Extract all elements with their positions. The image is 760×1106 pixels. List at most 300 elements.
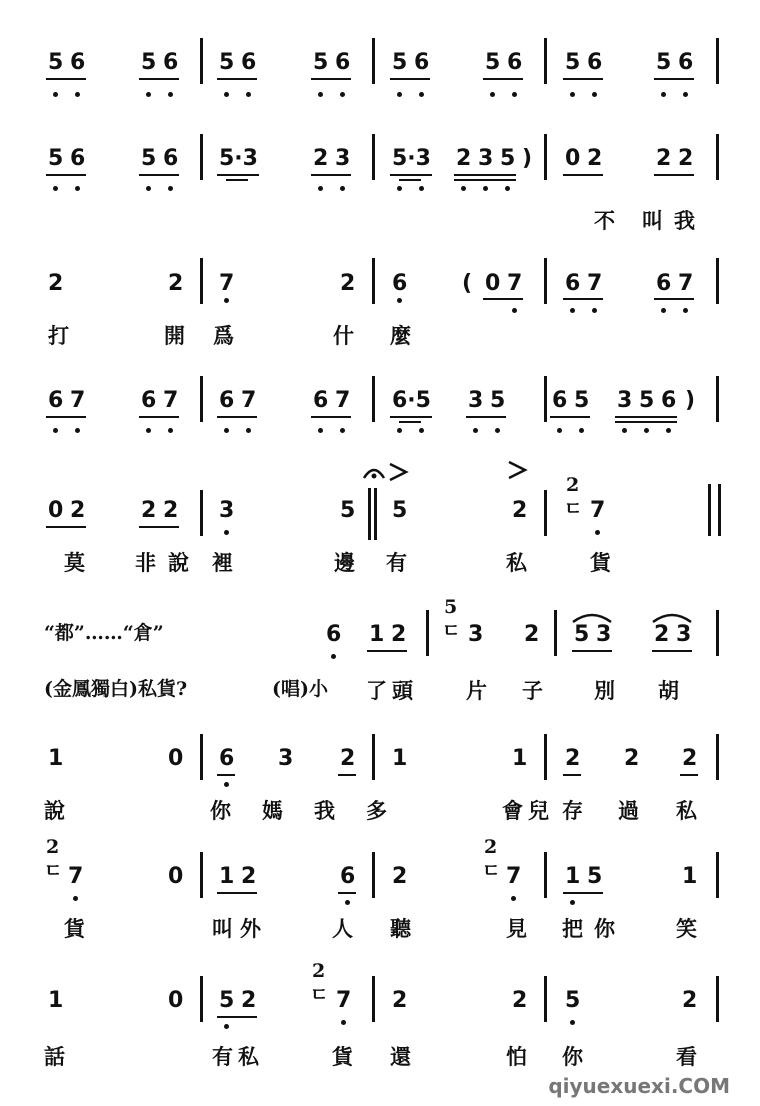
lyric: 叫	[642, 208, 663, 233]
note: 5	[500, 146, 516, 171]
grace-note: 2	[566, 474, 580, 496]
beam	[311, 416, 351, 418]
beam	[139, 174, 179, 176]
lyric: 開	[164, 323, 185, 348]
note: 7	[507, 271, 523, 296]
fermata-accent-icon	[360, 458, 410, 488]
lyric: 見	[506, 916, 527, 941]
note: 7	[506, 864, 522, 889]
low-dot	[683, 92, 688, 97]
note: 5	[141, 50, 157, 75]
barline	[544, 376, 547, 422]
low-dot	[168, 428, 173, 433]
low-dot	[75, 428, 80, 433]
beam	[139, 526, 179, 528]
note: (	[462, 271, 473, 296]
note: 7	[678, 271, 694, 296]
barline	[708, 484, 711, 536]
note: 7	[335, 388, 351, 413]
lyric: 看	[676, 1044, 697, 1069]
note: 6	[656, 271, 672, 296]
barline	[544, 38, 547, 84]
note: 0	[168, 988, 184, 1013]
beam	[139, 416, 179, 418]
barline	[200, 258, 203, 304]
beam	[563, 174, 603, 176]
lyric: 你	[210, 798, 231, 823]
lyric: 會	[502, 798, 523, 823]
note: 1	[392, 746, 408, 771]
lyric-dialogue: (金鳳獨白)私貨?	[44, 678, 188, 700]
spoken-line: “都”……“倉”	[44, 622, 164, 644]
note: 6	[70, 146, 86, 171]
low-dot	[490, 92, 495, 97]
note: 2	[241, 988, 257, 1013]
low-dot	[505, 186, 510, 191]
beam	[654, 298, 694, 300]
beam	[338, 774, 356, 776]
beam	[454, 174, 516, 176]
low-dot	[579, 428, 584, 433]
watermark: qiyuexuexi.COM	[548, 1074, 730, 1098]
low-dot	[224, 1024, 229, 1029]
note: 1	[48, 746, 64, 771]
lyric: 叫	[212, 916, 233, 941]
note: 5	[574, 388, 590, 413]
note: 7	[163, 388, 179, 413]
note: 2	[656, 146, 672, 171]
note: 6	[552, 388, 568, 413]
note: )	[685, 388, 696, 413]
note: 6	[587, 50, 603, 75]
low-dot	[224, 782, 229, 787]
low-dot	[592, 308, 597, 313]
note: 3	[335, 146, 351, 171]
lyric: 外	[240, 916, 261, 941]
note: 6	[219, 388, 235, 413]
barline	[544, 258, 547, 304]
lyric: 說	[168, 550, 189, 575]
low-dot	[661, 92, 666, 97]
barline	[544, 134, 547, 180]
lyric: 打	[48, 323, 69, 348]
low-dot	[419, 186, 424, 191]
lyric: 非	[135, 550, 156, 575]
low-dot	[341, 1020, 346, 1025]
beam	[483, 298, 523, 300]
note: 1	[565, 864, 581, 889]
low-dot	[511, 896, 516, 901]
note: 0	[168, 864, 184, 889]
barline	[200, 976, 203, 1022]
note: 5	[48, 50, 64, 75]
accent-icon	[506, 458, 528, 482]
lyric: 貨	[64, 916, 85, 941]
beam	[311, 78, 351, 80]
grace-mark: ㄷ	[310, 984, 329, 1006]
lyric: 什	[333, 323, 354, 348]
note: 6	[163, 50, 179, 75]
barline	[426, 610, 429, 656]
lyric: 你	[594, 916, 615, 941]
beam	[46, 416, 86, 418]
low-dot	[340, 428, 345, 433]
note: 2	[392, 988, 408, 1013]
low-dot	[146, 428, 151, 433]
low-dot	[75, 186, 80, 191]
barline	[544, 852, 547, 898]
lyric: 私	[238, 1044, 259, 1069]
note: 2	[512, 498, 528, 523]
beam	[483, 78, 523, 80]
low-dot	[53, 186, 58, 191]
low-dot	[419, 92, 424, 97]
note: 1	[682, 864, 698, 889]
barline	[544, 976, 547, 1022]
note: 5	[219, 988, 235, 1013]
note: 0	[48, 498, 64, 523]
low-dot	[146, 92, 151, 97]
barline	[716, 976, 719, 1022]
lyric: 笑	[676, 916, 697, 941]
grace-mark: ㄷ	[564, 498, 583, 520]
beam	[217, 892, 257, 894]
note: 3	[468, 622, 484, 647]
note: 6	[507, 50, 523, 75]
lyric: 莫	[64, 550, 85, 575]
note: 2	[524, 622, 540, 647]
note: 3	[596, 622, 612, 647]
beam	[217, 78, 257, 80]
note: 2	[654, 622, 670, 647]
beam	[226, 179, 248, 181]
barline	[554, 610, 557, 656]
note: 7	[219, 271, 235, 296]
note: 2	[624, 746, 640, 771]
low-dot	[570, 92, 575, 97]
low-dot	[146, 186, 151, 191]
lyric: 麼	[390, 323, 411, 348]
low-dot	[224, 92, 229, 97]
note: 1	[219, 864, 235, 889]
note: 6	[414, 50, 430, 75]
note: 2	[241, 864, 257, 889]
beam	[654, 78, 694, 80]
barline	[716, 258, 719, 304]
beam	[139, 78, 179, 80]
note: 1	[369, 622, 385, 647]
barline	[716, 38, 719, 84]
lyric: 有	[386, 550, 407, 575]
note: 2	[587, 146, 603, 171]
lyric: 爲	[213, 323, 234, 348]
barline	[200, 376, 203, 422]
lyric: 裡	[212, 550, 233, 575]
note: 7	[70, 388, 86, 413]
beam	[572, 650, 612, 652]
note: 6·5	[392, 388, 431, 413]
beam	[615, 421, 677, 423]
beam	[46, 526, 86, 528]
low-dot	[397, 92, 402, 97]
lyric: 兒	[528, 798, 549, 823]
lyric: 你	[562, 1044, 583, 1069]
beam	[217, 1016, 257, 1018]
low-dot	[461, 186, 466, 191]
low-dot	[53, 92, 58, 97]
lyric: 了	[366, 678, 387, 703]
low-dot	[483, 186, 488, 191]
low-dot	[644, 428, 649, 433]
barline	[368, 488, 371, 540]
beam	[652, 650, 692, 652]
note: 2	[70, 498, 86, 523]
lyric: 邊	[334, 550, 355, 575]
note: 2	[340, 271, 356, 296]
note: 6	[70, 50, 86, 75]
barline	[200, 490, 203, 536]
note: 5	[392, 498, 408, 523]
barline	[544, 490, 547, 536]
note: 3	[676, 622, 692, 647]
low-dot	[570, 1020, 575, 1025]
barline	[200, 134, 203, 180]
note: 3	[468, 388, 484, 413]
note: 7	[590, 498, 606, 523]
lyric: 不	[594, 208, 615, 233]
note: 6	[141, 388, 157, 413]
beam	[563, 298, 603, 300]
low-dot	[246, 428, 251, 433]
low-dot	[168, 186, 173, 191]
low-dot	[495, 428, 500, 433]
note: 1	[512, 746, 528, 771]
note: 5	[587, 864, 603, 889]
beam	[390, 416, 432, 418]
barline	[716, 376, 719, 422]
low-dot	[53, 428, 58, 433]
note: 2	[682, 988, 698, 1013]
beam	[217, 174, 259, 176]
grace-note: 2	[312, 960, 326, 982]
low-dot	[473, 428, 478, 433]
lyric: 人	[332, 916, 353, 941]
lyric: 多	[366, 798, 387, 823]
barline	[200, 38, 203, 84]
lyric: 貨	[332, 1044, 353, 1069]
low-dot	[595, 530, 600, 535]
low-dot	[340, 92, 345, 97]
note: 6	[219, 746, 235, 771]
beam	[454, 179, 516, 181]
barline	[716, 134, 719, 180]
low-dot	[683, 308, 688, 313]
beam	[390, 174, 432, 176]
low-dot	[345, 900, 350, 905]
barline	[544, 734, 547, 780]
note: 5	[392, 50, 408, 75]
lyric: 子	[522, 678, 543, 703]
beam	[399, 179, 421, 181]
note: 2	[313, 146, 329, 171]
note: 5	[574, 622, 590, 647]
grace-mark: ㄷ	[482, 860, 501, 882]
lyric: 存	[562, 798, 583, 823]
grace-note: 2	[46, 836, 60, 858]
note: 6	[335, 50, 351, 75]
note: 6	[392, 271, 408, 296]
note: 1	[48, 988, 64, 1013]
lyric: 私	[506, 550, 527, 575]
beam	[563, 774, 581, 776]
note: 6	[326, 622, 342, 647]
note: 2	[682, 746, 698, 771]
note: 6	[163, 146, 179, 171]
barline	[372, 734, 375, 780]
beam	[390, 78, 430, 80]
lyric: 別	[594, 678, 615, 703]
note: 7	[68, 864, 84, 889]
low-dot	[73, 896, 78, 901]
barline	[718, 484, 721, 536]
note: 2	[392, 864, 408, 889]
note: 7	[241, 388, 257, 413]
note: 3	[478, 146, 494, 171]
note: 5	[565, 988, 581, 1013]
lyric: 我	[674, 208, 695, 233]
low-dot	[397, 186, 402, 191]
beam	[338, 892, 356, 894]
lyric: 還	[390, 1044, 411, 1069]
low-dot	[512, 92, 517, 97]
low-dot	[666, 428, 671, 433]
barline	[372, 134, 375, 180]
note: 5	[141, 146, 157, 171]
barline	[372, 38, 375, 84]
barline	[372, 852, 375, 898]
barline	[372, 976, 375, 1022]
low-dot	[419, 428, 424, 433]
low-dot	[318, 428, 323, 433]
note: 6	[241, 50, 257, 75]
beam	[367, 650, 407, 652]
low-dot	[570, 900, 575, 905]
low-dot	[340, 186, 345, 191]
note: 3	[617, 388, 633, 413]
note: 2	[141, 498, 157, 523]
beam	[399, 421, 421, 423]
lyric: 我	[314, 798, 335, 823]
note: 6	[313, 388, 329, 413]
lyric: 貨	[590, 550, 611, 575]
note: 5	[565, 50, 581, 75]
note: 3	[219, 498, 235, 523]
barline	[372, 376, 375, 422]
low-dot	[331, 654, 336, 659]
note: 5	[48, 146, 64, 171]
note: 7	[587, 271, 603, 296]
barline	[372, 258, 375, 304]
note: 7	[336, 988, 352, 1013]
beam	[217, 774, 235, 776]
beam	[680, 774, 698, 776]
grace-mark: ㄷ	[44, 860, 63, 882]
beam	[654, 174, 694, 176]
note: 2	[163, 498, 179, 523]
low-dot	[570, 308, 575, 313]
low-dot	[224, 298, 229, 303]
note: 6	[48, 388, 64, 413]
note: 5	[340, 498, 356, 523]
beam	[563, 892, 603, 894]
lyric: 頭	[392, 678, 413, 703]
barline	[200, 852, 203, 898]
beam	[217, 416, 257, 418]
beam	[550, 416, 590, 418]
low-dot	[318, 186, 323, 191]
note: 2	[456, 146, 472, 171]
note: 2	[565, 746, 581, 771]
grace-mark: ㄷ	[442, 620, 461, 642]
note: 0	[485, 271, 501, 296]
barline	[716, 734, 719, 780]
note: 5	[219, 50, 235, 75]
lyric: 說	[44, 798, 65, 823]
low-dot	[557, 428, 562, 433]
grace-note: 2	[484, 836, 498, 858]
low-dot	[397, 298, 402, 303]
low-dot	[397, 428, 402, 433]
note: 2	[391, 622, 407, 647]
lyric: 胡	[658, 678, 679, 703]
note: 2	[512, 988, 528, 1013]
beam	[466, 416, 506, 418]
note: )	[522, 146, 533, 171]
low-dot	[622, 428, 627, 433]
beam	[563, 78, 603, 80]
note: 5	[313, 50, 329, 75]
barline	[716, 852, 719, 898]
lyric: 聽	[390, 916, 411, 941]
low-dot	[318, 92, 323, 97]
barline	[716, 610, 719, 656]
low-dot	[592, 92, 597, 97]
note: 0	[565, 146, 581, 171]
lyric: 媽	[262, 798, 283, 823]
barline	[374, 488, 377, 540]
beam	[311, 174, 351, 176]
low-dot	[168, 92, 173, 97]
note: 5·3	[392, 146, 431, 171]
note: 6	[678, 50, 694, 75]
note: 6	[340, 864, 356, 889]
lyric: 話	[44, 1044, 65, 1069]
note: 5	[485, 50, 501, 75]
grace-note: 5	[444, 596, 458, 618]
note: 5	[639, 388, 655, 413]
note: 3	[278, 746, 294, 771]
note: 0	[168, 746, 184, 771]
note: 5	[490, 388, 506, 413]
lyric: 有	[212, 1044, 233, 1069]
low-dot	[246, 92, 251, 97]
low-dot	[75, 92, 80, 97]
beam	[46, 78, 86, 80]
lyric: 片	[466, 678, 487, 703]
lyric: 私	[676, 798, 697, 823]
note: 6	[565, 271, 581, 296]
note: 6	[661, 388, 677, 413]
